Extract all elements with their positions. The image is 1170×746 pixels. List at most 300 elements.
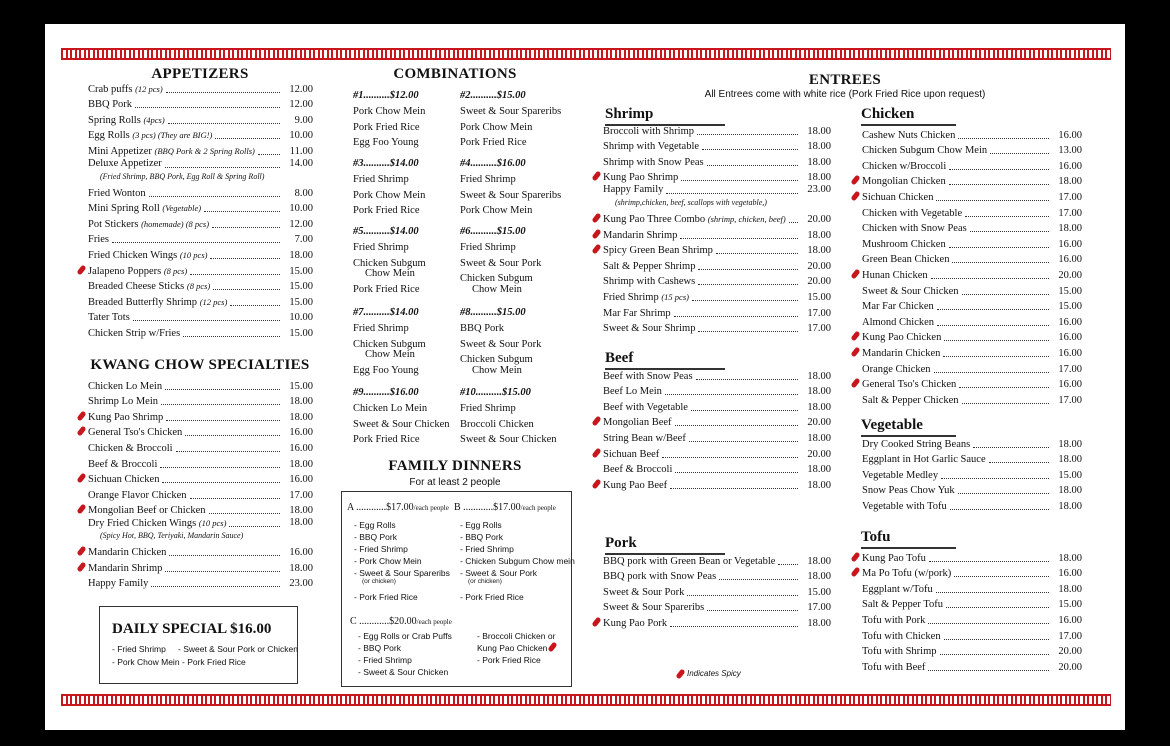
family-item: - Fried Shrimp (354, 544, 408, 554)
dot-leader (149, 196, 280, 197)
item-name: Chicken Subgum Chow Mein (862, 145, 988, 157)
item-name: Sweet & Sour Chicken (862, 285, 959, 297)
item-price: 17.00 (1058, 191, 1082, 203)
item-price: 10.00 (289, 203, 313, 215)
item-name: Sichuan Beef (603, 448, 660, 460)
dot-leader (943, 356, 1049, 357)
menu-item-row (88, 184, 313, 200)
item-name: Mandarin Shrimp (88, 562, 163, 574)
spicy-pepper-icon (76, 264, 86, 275)
combo-title: #5..........$14.00 (353, 226, 419, 237)
dot-leader (931, 278, 1049, 279)
spicy-pepper-icon (591, 244, 601, 255)
item-price: 16.00 (1058, 614, 1082, 626)
menu-item-name (88, 505, 206, 517)
menu-item-name (88, 145, 255, 158)
combo-item: Chicken Subgum (353, 257, 426, 269)
combo-block (460, 226, 570, 297)
menu-item-name (603, 230, 677, 242)
item-name: Beef & Broccoli (603, 464, 673, 476)
item-name: Cashew Nuts Chicken (862, 129, 956, 141)
item-price: 17.00 (807, 602, 831, 614)
dot-leader (229, 526, 280, 527)
item-price: 15.00 (1058, 301, 1082, 313)
daily-item: - Pork Chow Mein (112, 657, 180, 667)
item-name: Kung Pao Tofu (862, 552, 926, 564)
dot-leader (213, 289, 280, 290)
menu-item-row (603, 614, 831, 630)
menu-item-name (88, 265, 187, 278)
menu-item-name (88, 427, 182, 439)
menu-item-row (603, 169, 831, 185)
item-name: Spicy Green Bean Shrimp (603, 245, 713, 257)
family-item: (or chicken) (362, 578, 396, 585)
menu-item-name (88, 83, 163, 96)
item-name: Beef with Vegetable (603, 401, 688, 413)
item-name: Breaded Butterfly Shrimp (88, 296, 198, 308)
spicy-pepper-icon (547, 642, 557, 653)
dot-leader (946, 607, 1049, 608)
item-name: Fried Wonton (88, 187, 146, 199)
daily-item: - Pork Fried Rice (182, 657, 246, 667)
menu-item-name (862, 395, 959, 407)
item-name: Eggplant w/Tofu (862, 583, 933, 595)
menu-item-name (862, 176, 946, 188)
item-price: 17.00 (1058, 394, 1082, 406)
item-name: Mongolian Chicken (862, 176, 946, 188)
dot-leader (209, 513, 280, 514)
spicy-pepper-icon (850, 331, 860, 342)
combo-item: Pork Fried Rice (353, 434, 420, 445)
item-price: 12.00 (289, 83, 313, 95)
spicy-pepper-icon (591, 478, 601, 489)
item-name: Vegetable with Tofu (862, 500, 947, 512)
item-price: 18.00 (1058, 454, 1082, 466)
item-price: 15.00 (289, 265, 313, 277)
item-name: Dry Fried Chicken Wings (88, 518, 197, 530)
item-name: Mongolian Beef or Chicken (88, 505, 206, 517)
dot-leader (962, 294, 1049, 295)
item-name: Breaded Cheese Sticks (88, 281, 185, 293)
item-name: Mongolian Beef (603, 417, 672, 429)
dot-leader (958, 493, 1049, 494)
spicy-pepper-icon (76, 561, 86, 572)
item-price: 18.00 (1058, 485, 1082, 497)
item-price: 18.00 (807, 555, 831, 567)
item-price: 20.00 (1058, 269, 1082, 281)
dot-leader (165, 167, 280, 168)
combo-item: Chicken Lo Mein (353, 403, 428, 414)
family-item: - BBQ Pork (460, 532, 503, 542)
item-name: Beef & Broccoli (88, 458, 158, 470)
dot-leader (698, 331, 798, 332)
item-price: 16.00 (289, 442, 313, 454)
dot-leader (928, 623, 1049, 624)
menu-item-row (88, 215, 313, 231)
item-name: Chicken w/Broccoli (862, 160, 947, 172)
family-a-label: A ............$17.00/each people (347, 502, 449, 513)
dot-leader (707, 165, 798, 166)
item-name: Salt & Pepper Tofu (862, 599, 944, 611)
item-price: 18.00 (807, 245, 831, 257)
spicy-pepper-icon (76, 410, 86, 421)
item-price: 17.00 (1058, 630, 1082, 642)
menu-item-name (88, 202, 201, 215)
menu-item-row (862, 313, 1082, 329)
menu-item-row (603, 288, 831, 304)
item-name: Eggplant in Hot Garlic Sauce (862, 454, 986, 466)
dot-leader (698, 284, 798, 285)
combo-title: #4..........$16.00 (460, 158, 526, 169)
menu-item-name (862, 301, 934, 313)
chicken-list (862, 126, 1082, 407)
menu-item-name (88, 328, 180, 340)
dot-leader (949, 184, 1049, 185)
menu-item-row (862, 235, 1082, 251)
menu-item-row (862, 157, 1082, 173)
menu-item-row (862, 580, 1082, 596)
item-price: 20.00 (807, 260, 831, 272)
dot-leader (940, 654, 1049, 655)
item-name: BBQ pork with Snow Peas (603, 571, 717, 583)
menu-item-name (603, 184, 663, 196)
item-name: Ma Po Tofu (w/pork) (862, 568, 952, 580)
item-price: 18.00 (289, 411, 313, 423)
menu-item-row (88, 127, 313, 143)
menu-item-name (603, 172, 678, 184)
item-price: 16.00 (1058, 347, 1082, 359)
menu-item-name (862, 192, 933, 204)
menu-item-name (603, 245, 713, 257)
menu-item-row (603, 226, 831, 242)
item-price: 18.00 (807, 464, 831, 476)
menu-item-name (603, 433, 686, 445)
item-price: 18.00 (807, 156, 831, 168)
menu-item-name (603, 417, 672, 429)
menu-item-row (88, 517, 313, 543)
dot-leader (165, 389, 280, 390)
item-price: 18.00 (289, 396, 313, 408)
appetizers-heading: APPETIZERS (151, 66, 249, 82)
dot-leader (674, 316, 798, 317)
combo-item: Fried Shrimp (353, 242, 409, 253)
spicy-pepper-icon (850, 175, 860, 186)
entrees-heading: ENTREES (808, 72, 882, 88)
item-name: Broccoli with Shrimp (603, 125, 694, 137)
menu-item-name (88, 474, 159, 486)
combo-item: Pork Chow Mein (460, 121, 533, 133)
menu-item-row (862, 497, 1082, 513)
menu-item-name (603, 126, 694, 138)
menu-item-row (862, 466, 1082, 482)
menu-item-row (862, 391, 1082, 407)
dot-leader (973, 447, 1049, 448)
item-name: Almond Chicken (862, 316, 935, 328)
item-name: Sweet & Sour Shrimp (603, 323, 696, 335)
item-name: Hunan Chicken (862, 269, 928, 281)
spicy-pepper-icon (76, 473, 86, 484)
item-price: 15.00 (289, 281, 313, 293)
item-name: Tofu with Shrimp (862, 646, 937, 658)
item-note: (BBQ Pork & 2 Spring Rolls) (154, 145, 255, 156)
item-name: Happy Family (88, 578, 149, 590)
menu-item-name (862, 348, 940, 360)
menu-item-name (88, 218, 209, 231)
dot-leader (928, 670, 1049, 671)
family-item: - Pork Fried Rice (354, 592, 418, 602)
item-note: (4pcs) (143, 114, 165, 125)
dot-leader (675, 425, 798, 426)
item-name: Kung Pao Chicken (862, 332, 942, 344)
menu-item-row (862, 611, 1082, 627)
item-price: 20.00 (1058, 646, 1082, 658)
dot-leader (665, 394, 798, 395)
combo-item: Chicken Subgum (460, 273, 533, 284)
item-name: General Tso's Chicken (88, 427, 183, 439)
menu-item-row (88, 393, 313, 409)
dot-leader (937, 325, 1049, 326)
dot-leader (204, 211, 280, 212)
family-item: - Pork Chow Mein (354, 556, 422, 566)
combo-title: #10..........$15.00 (460, 387, 531, 398)
menu-item-row (88, 200, 313, 216)
combo-item: Chow Mein (472, 283, 522, 295)
menu-item-row (862, 549, 1082, 565)
item-subnote: (Fried Shrimp, BBQ Pork, Egg Roll & Spring Roll) (100, 171, 265, 181)
menu-item-name (88, 280, 210, 293)
spicy-pepper-icon (76, 504, 86, 515)
menu-item-row (862, 344, 1082, 360)
spicy-pepper-icon (76, 426, 86, 437)
dot-leader (950, 509, 1049, 510)
menu-item-row (603, 568, 831, 584)
item-name: Jalapeno Poppers (88, 265, 162, 277)
item-name: Chicken with Snow Peas (862, 223, 967, 235)
item-price: 18.00 (1058, 500, 1082, 512)
menu-item-name (603, 261, 695, 273)
menu-item-row (603, 210, 831, 226)
item-price: 18.00 (807, 386, 831, 398)
item-name: Tofu with Pork (862, 614, 926, 626)
menu-item-row (862, 329, 1082, 345)
dot-leader (929, 561, 1049, 562)
menu-item-row (88, 96, 313, 112)
combo-item: Pork Fried Rice (460, 137, 527, 148)
menu-item-row (603, 304, 831, 320)
beef-heading: Beef (605, 350, 725, 370)
family-dinners-subtitle: For at least 2 people (409, 477, 501, 488)
menu-item-name (88, 459, 157, 471)
item-price: 15.00 (1058, 599, 1082, 611)
family-item: - Chicken Subgum Chow mein (460, 556, 575, 566)
combo-item: Sweet & Sour Chicken (353, 418, 450, 430)
family-item: - Sweet & Sour Pork (460, 568, 538, 578)
spicy-pepper-icon (76, 545, 86, 556)
item-price: 18.00 (807, 229, 831, 241)
item-name: Sweet & Sour Pork (603, 586, 685, 598)
combo-item: Chicken Subgum (460, 354, 533, 365)
combo-item: Pork Fried Rice (353, 205, 420, 216)
combo-item: Chow Mein (365, 268, 415, 279)
spicy-pepper-icon (850, 567, 860, 578)
item-name: Mini Spring Roll (88, 203, 160, 215)
family-item: - Egg Rolls or Crab Puffs (358, 631, 452, 641)
menu-item-row (88, 502, 313, 518)
daily-item: - Fried Shrimp (112, 644, 166, 654)
item-price: 18.00 (289, 517, 313, 529)
item-name: Salt & Pepper Shrimp (603, 260, 696, 272)
combinations-heading: COMBINATIONS (393, 66, 517, 82)
menu-item-row (603, 599, 831, 615)
combo-item: Egg Foo Young (353, 137, 419, 148)
dot-leader (258, 154, 280, 155)
appetizers-list (88, 80, 313, 340)
spicy-pepper-icon (591, 616, 601, 627)
item-note: (8 pcs) (163, 265, 188, 276)
dot-leader (670, 488, 798, 489)
menu-item-name (862, 662, 925, 674)
item-price: 23.00 (289, 578, 313, 590)
menu-item-name (862, 130, 955, 142)
combo-item: Fried Shrimp (460, 242, 516, 253)
dot-leader (176, 451, 280, 452)
menu-item-name (862, 553, 926, 565)
menu-item-row (88, 324, 313, 340)
menu-item-row (603, 242, 831, 258)
item-name: Tofu with Chicken (862, 630, 941, 642)
item-name: Kung Pao Shrimp (603, 172, 679, 184)
menu-item-name (862, 485, 955, 497)
item-price: 18.00 (807, 125, 831, 137)
dot-leader (215, 138, 280, 139)
item-name: Beef Lo Mein (603, 386, 662, 398)
item-price: 18.00 (807, 432, 831, 444)
item-name: BBQ Pork (88, 99, 133, 111)
dot-leader (166, 420, 280, 421)
item-name: Green Bean Chicken (862, 254, 950, 266)
item-price: 8.00 (294, 187, 313, 199)
menu-item-name (862, 470, 938, 482)
menu-item-name (88, 249, 207, 262)
family-item: - Egg Rolls (460, 520, 502, 530)
item-price: 16.00 (1058, 129, 1082, 141)
item-name: Sichuan Chicken (88, 474, 160, 486)
menu-item-row (88, 486, 313, 502)
spicy-pepper-icon (591, 212, 601, 223)
spicy-pepper-icon (850, 268, 860, 279)
beef-list (603, 367, 831, 492)
menu-item-row (88, 309, 313, 325)
dot-leader (944, 340, 1049, 341)
family-item: - BBQ Pork (354, 532, 397, 542)
item-subnote: (shrimp,chicken, beef, scallops with vegetable,) (615, 198, 767, 208)
family-item: - Pork Fried Rice (477, 655, 541, 665)
menu-item-name (88, 381, 162, 393)
menu-item-name (862, 568, 951, 580)
menu-page (45, 24, 1125, 730)
dot-leader (696, 379, 798, 380)
item-name: Dry Cooked String Beans (862, 438, 971, 450)
spicy-pepper-icon (591, 416, 601, 427)
dot-leader (937, 309, 1049, 310)
item-price: 17.00 (289, 489, 313, 501)
menu-item-row (603, 552, 831, 568)
spicy-pepper-icon (591, 171, 601, 182)
combo-item: Sweet & Sour Spareribs (460, 106, 562, 117)
item-note: (12 pcs) (135, 83, 163, 94)
combo-block (353, 387, 463, 448)
item-name: Egg Rolls (88, 130, 130, 142)
dot-leader (689, 441, 798, 442)
menu-item-row (603, 383, 831, 399)
menu-item-name (603, 291, 689, 304)
menu-item-row (88, 293, 313, 309)
dot-leader (135, 107, 280, 108)
menu-item-row (603, 476, 831, 492)
menu-item-name (88, 443, 173, 455)
dot-leader (958, 138, 1049, 139)
item-name: Mini Appetizer (88, 145, 152, 157)
menu-item-row (603, 273, 831, 289)
item-name: Mandarin Chicken (862, 347, 941, 359)
family-item: - BBQ Pork (358, 643, 401, 653)
item-price: 18.00 (1058, 223, 1082, 235)
spicy-pepper-icon (591, 228, 601, 239)
item-price: 12.00 (289, 99, 313, 111)
menu-item-row (862, 282, 1082, 298)
dot-leader (691, 410, 798, 411)
item-name: Mandarin Chicken (88, 546, 167, 558)
menu-item-row (603, 583, 831, 599)
combo-item: Pork Chow Mein (353, 189, 426, 201)
item-price: 20.00 (807, 417, 831, 429)
dot-leader (789, 222, 798, 223)
menu-item-name (862, 501, 947, 513)
menu-item-row (603, 398, 831, 414)
item-price: 11.00 (289, 145, 313, 157)
item-name: General Tso's Chicken (862, 379, 957, 391)
item-name: Kung Pao Pork (603, 617, 668, 629)
dot-leader (680, 238, 798, 239)
dot-leader (970, 231, 1049, 232)
item-price: 10.00 (289, 312, 313, 324)
combo-item: Sweet & Sour Chicken (460, 434, 557, 445)
menu-item-name (603, 323, 695, 335)
item-price: 15.00 (289, 327, 313, 339)
combo-block (353, 90, 463, 151)
item-price: 15.00 (289, 380, 313, 392)
combo-item: Egg Foo Young (353, 364, 419, 376)
dot-leader (165, 571, 280, 572)
family-item: - Sweet & Sour Spareribs (354, 568, 450, 578)
item-price: 20.00 (807, 448, 831, 460)
menu-item-name (603, 464, 672, 476)
combo-item: Sweet & Sour Pork (460, 257, 542, 269)
item-price: 18.00 (807, 401, 831, 413)
family-item: - Broccoli Chicken or (477, 631, 556, 641)
item-name: String Bean w/Beef (603, 432, 686, 444)
dot-leader (112, 242, 280, 243)
dot-leader (675, 472, 798, 473)
combo-item: BBQ Pork (460, 323, 505, 334)
menu-item-row (603, 257, 831, 273)
item-price: 16.00 (1058, 332, 1082, 344)
item-price: 15.00 (289, 296, 313, 308)
item-price: 16.00 (1058, 379, 1082, 391)
menu-item-name (603, 213, 786, 226)
family-item: Kung Pao Chicken (477, 643, 548, 653)
item-price: 16.00 (1058, 316, 1082, 328)
